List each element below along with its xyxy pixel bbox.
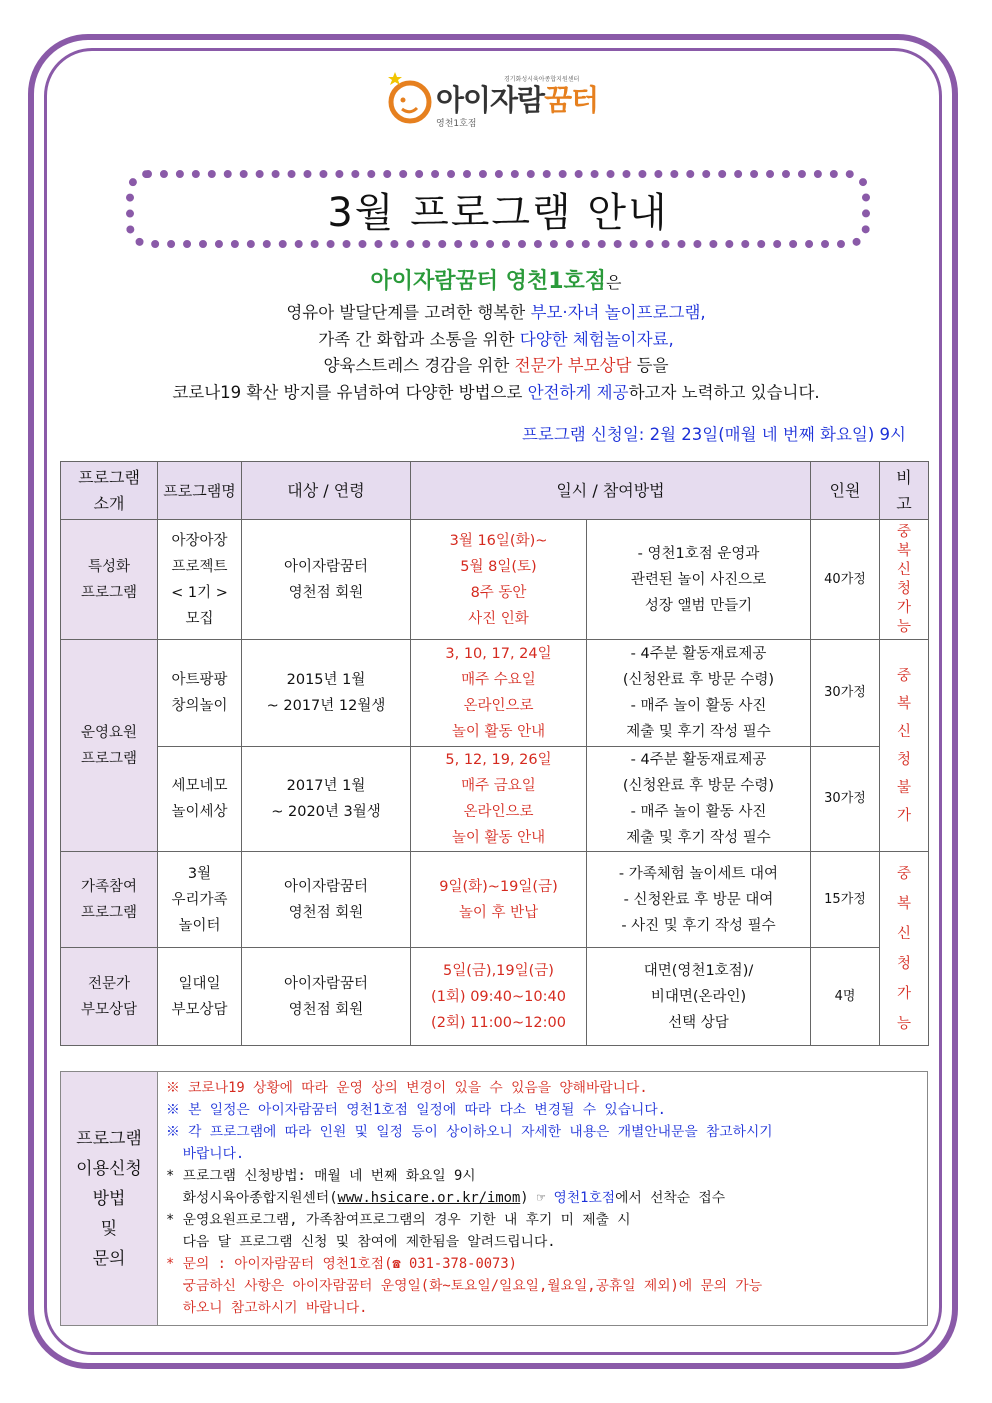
row-method: 대면(영천1호점)/ 비대면(온라인) 선택 상담 bbox=[587, 948, 811, 1046]
row-category: 운영요원 프로그램 bbox=[61, 640, 158, 852]
row-method: - 영천1호점 운영과 관련된 놀이 사진으로 성장 앨범 만들기 bbox=[587, 520, 811, 640]
apply-site-line: 화성시육아종합지원센터(www.hsicare.or.kr/imom) ☞ 영천1호점에서 선착순 접수 bbox=[166, 1189, 726, 1206]
info-label: 프로그램 이용신청 방법 및 문의 bbox=[61, 1072, 158, 1326]
row-method: - 4주분 활동재료제공 (신청완료 후 방문 수령) - 매주 놀이 활동 사진 제출 및 후기 작성 필수 bbox=[587, 640, 811, 747]
row-count: 40가정 bbox=[811, 520, 880, 640]
notice-line: ※ 본 일정은 아이자람꿈터 영천1호점 일정에 따라 다소 변경될 수 있습니다. bbox=[166, 1101, 666, 1118]
row-category: 전문가 부모상담 bbox=[61, 948, 158, 1046]
intro-line-3: 양육스트레스 경감을 위한 전문가 부모상담 등을 bbox=[323, 356, 669, 375]
intro-line-1: 영유아 발달단계를 고려한 행복한 부모·자녀 놀이프로그램, bbox=[286, 303, 706, 322]
header-target: 대상 / 연령 bbox=[242, 462, 411, 520]
notice-line: ※ 각 프로그램에 따라 인원 및 일정 등이 상이하오니 자세한 내용은 개별안내문을 참고하시기 bbox=[166, 1123, 773, 1140]
row-date: 5일(금),19일(금) (1회) 09:40~10:40 (2회) 11:00~12:00 bbox=[411, 948, 587, 1046]
logo-branch: 영천1호점 bbox=[436, 119, 477, 129]
logo-name: 아이자람꿈터 bbox=[436, 83, 599, 117]
info-body bbox=[158, 1072, 928, 1326]
table-row bbox=[61, 520, 929, 640]
row-program-name: 일대일 부모상담 bbox=[158, 948, 242, 1046]
row-count: 4명 bbox=[811, 948, 880, 1046]
child-face-icon bbox=[386, 68, 436, 128]
row-target: 아이자람꿈터 영천점 회원 bbox=[242, 520, 411, 640]
contact-line: 하오니 참고하시기 바랍니다. bbox=[166, 1299, 368, 1316]
row-program-name: 아장아장 프로젝트 < 1기 > 모집 bbox=[158, 520, 242, 640]
row-program-name: 아트팡팡 창의놀이 bbox=[158, 640, 242, 747]
table-row bbox=[61, 948, 929, 1046]
header-schedule: 일시 / 참여방법 bbox=[411, 462, 811, 520]
row-program-name: 3월 우리가족 놀이터 bbox=[158, 852, 242, 948]
intro-line-4: 코로나19 확산 방지를 유념하여 다양한 방법으로 안전하게 제공하고자 노력하고 있습니다. bbox=[172, 383, 820, 402]
row-method: - 가족체험 놀이세트 대여 - 신청완료 후 방문 대여 - 사진 및 후기 작성 필수 bbox=[587, 852, 811, 948]
row-note: 중 복 신 청 불 가 bbox=[880, 640, 929, 852]
contact-line: 궁금하신 사항은 아이자람꿈터 운영일(화~토요일/일요일,월요일,공휴일 제외)에 문의 가능 bbox=[166, 1277, 763, 1294]
program-table bbox=[60, 461, 929, 1046]
row-category: 특성화 프로그램 bbox=[61, 520, 158, 640]
limit-line: 다음 달 프로그램 신청 및 참여에 제한됨을 알려드립니다. bbox=[166, 1233, 556, 1250]
row-target: 아이자람꿈터 영천점 회원 bbox=[242, 948, 411, 1046]
apply-date: 프로그램 신청일: 2월 23일(매월 네 번째 화요일) 9시 bbox=[521, 425, 906, 444]
notice-line: 바랍니다. bbox=[166, 1145, 245, 1162]
row-count: 15가정 bbox=[811, 852, 880, 948]
row-count: 30가정 bbox=[811, 640, 880, 747]
row-date: 5, 12, 19, 26일 매주 금요일 온라인으로 놀이 활동 안내 bbox=[411, 747, 587, 852]
row-program-name: 세모네모 놀이세상 bbox=[158, 747, 242, 852]
row-target: 아이자람꿈터 영천점 회원 bbox=[242, 852, 411, 948]
row-target: 2017년 1월 ~ 2020년 3월생 bbox=[242, 747, 411, 852]
header-name: 프로그램명 bbox=[158, 462, 242, 520]
row-date: 3, 10, 17, 24일 매주 수요일 온라인으로 놀이 활동 안내 bbox=[411, 640, 587, 747]
header-count: 인원 bbox=[811, 462, 880, 520]
intro-line-2: 가족 간 화합과 소통을 위한 다양한 체험놀이자료, bbox=[318, 330, 674, 349]
row-note: 중 복 신 청 가 능 bbox=[880, 520, 929, 640]
logo bbox=[386, 68, 616, 132]
title-box bbox=[126, 170, 870, 248]
logo-org: 경기화성시육아종합지원센터 bbox=[504, 76, 580, 83]
intro-heading: 아이자람꿈터 영천1호점은 bbox=[370, 269, 622, 294]
row-date: 3월 16일(화)~ 5월 8일(토) 8주 동안 사진 인화 bbox=[411, 520, 587, 640]
site-link[interactable]: www.hsicare.or.kr/imom bbox=[337, 1189, 521, 1206]
limit-line: * 운영요원프로그램, 가족참여프로그램의 경우 기한 내 후기 미 제출 시 bbox=[166, 1211, 631, 1228]
apply-method-line: * 프로그램 신청방법: 매월 네 번째 화요일 9시 bbox=[166, 1167, 476, 1184]
table-row bbox=[61, 640, 929, 747]
table-header-row bbox=[61, 462, 929, 520]
header-note: 비 고 bbox=[880, 462, 929, 520]
row-note: 중 복 신 청 가 능 bbox=[880, 852, 929, 1046]
table-row bbox=[61, 747, 929, 852]
row-method: - 4주분 활동재료제공 (신청완료 후 방문 수령) - 매주 놀이 활동 사진 제출 및 후기 작성 필수 bbox=[587, 747, 811, 852]
row-category: 가족참여 프로그램 bbox=[61, 852, 158, 948]
row-count: 30가정 bbox=[811, 747, 880, 852]
page-title: 3월 프로그램 안내 bbox=[327, 189, 669, 236]
contact-line: * 문의 : 아이자람꿈터 영천1호점(☎ 031-378-0073) bbox=[166, 1255, 517, 1272]
notice-line: ※ 코로나19 상황에 따라 운영 상의 변경이 있을 수 있음을 양해바랍니다. bbox=[166, 1079, 648, 1096]
info-table bbox=[60, 1071, 928, 1326]
row-target: 2015년 1월 ~ 2017년 12월생 bbox=[242, 640, 411, 747]
header-intro: 프로그램 소개 bbox=[61, 462, 158, 520]
table-row bbox=[61, 852, 929, 948]
row-date: 9일(화)~19일(금) 놀이 후 반납 bbox=[411, 852, 587, 948]
